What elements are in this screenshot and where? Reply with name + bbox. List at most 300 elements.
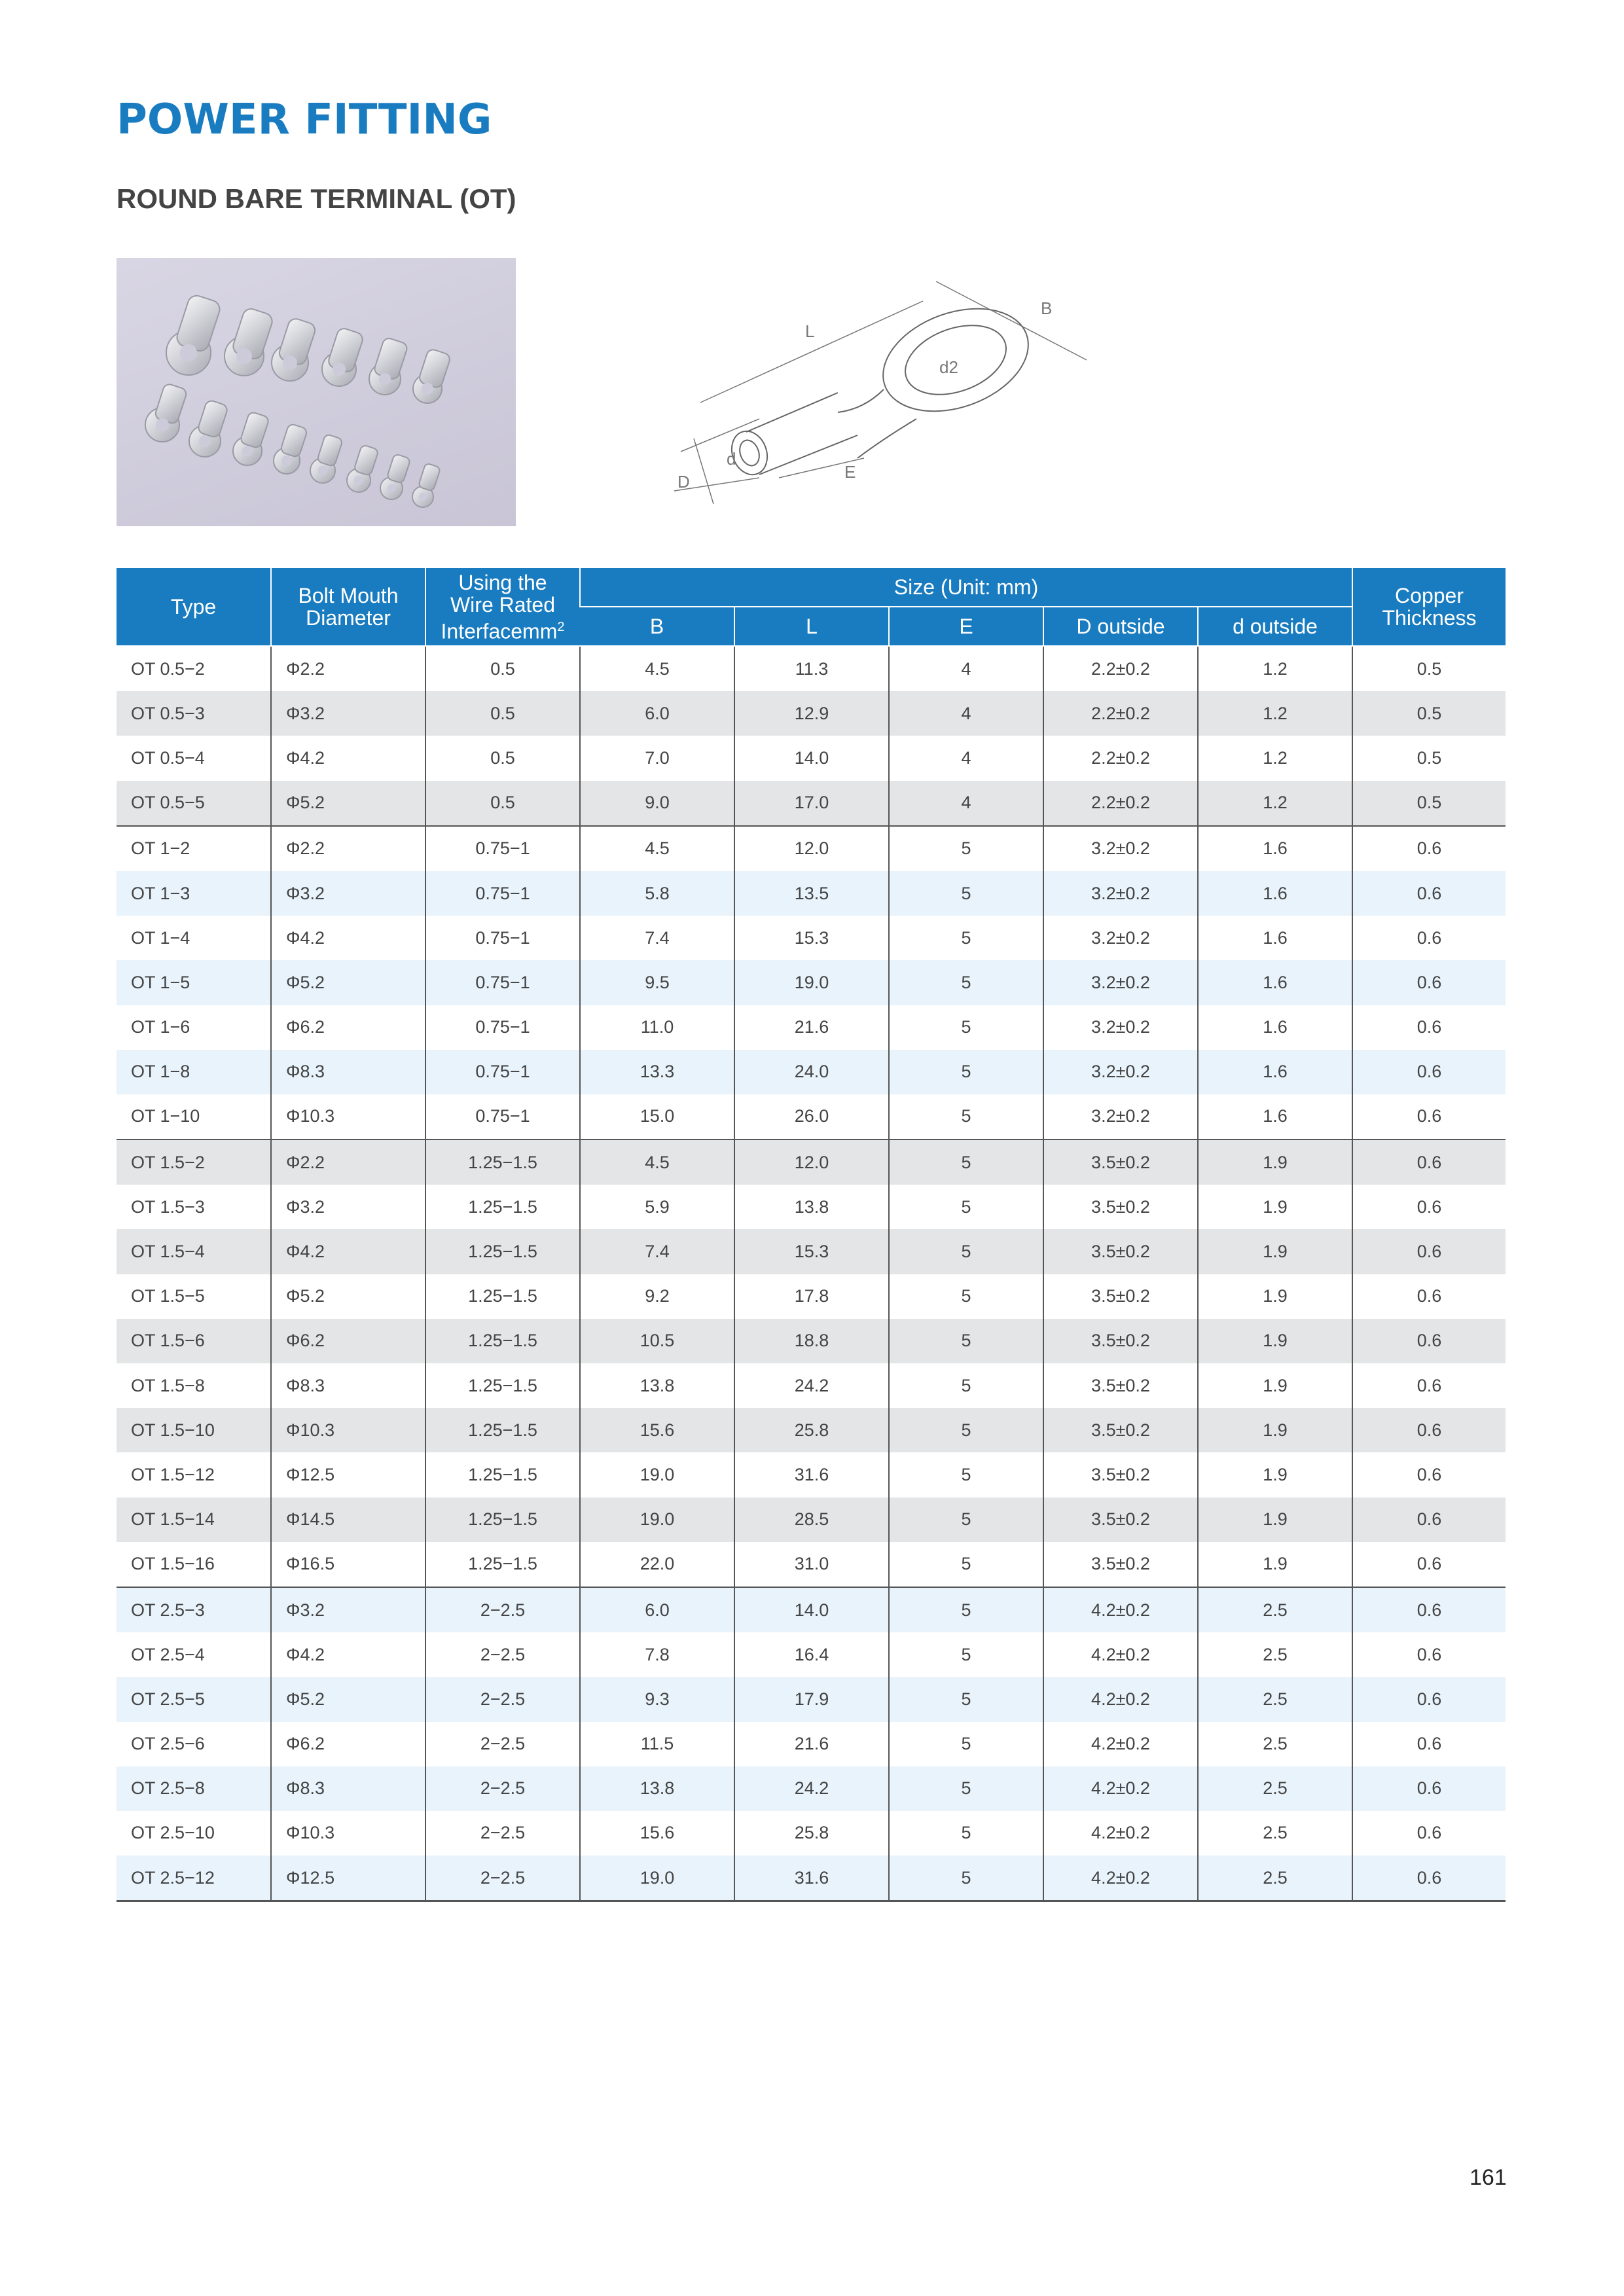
cell-bolt: Φ4.2 — [271, 736, 425, 780]
cell-l: 24.2 — [734, 1363, 889, 1408]
cell-d: 3.2±0.2 — [1043, 1005, 1198, 1050]
cell-d: 1.6 — [1198, 916, 1352, 960]
cell-type: OT 1.5−5 — [131, 1286, 205, 1306]
diagram-label-D: D — [677, 472, 690, 492]
table-row — [117, 736, 1506, 780]
cell-copper: 0.6 — [1352, 826, 1506, 871]
table-row — [117, 691, 1506, 736]
cell-copper: 0.6 — [1352, 1587, 1506, 1632]
header-wire-rated: Using the Wire Rated Interfacemm$^2$ — [425, 568, 580, 646]
cell-wire: 2−2.5 — [425, 1587, 580, 1632]
cell-bolt: Φ4.2 — [271, 1632, 425, 1677]
table-row — [117, 1767, 1506, 1811]
cell-l: 25.8 — [734, 1811, 889, 1856]
cell-d: 1.9 — [1198, 1452, 1352, 1497]
cell-b: 13.8 — [580, 1363, 734, 1408]
cell-l: 17.0 — [734, 781, 889, 826]
cell-copper: 0.6 — [1352, 1722, 1506, 1767]
cell-copper: 0.6 — [1352, 1274, 1506, 1319]
cell-e: 5 — [889, 1005, 1043, 1050]
cell-l: 14.0 — [734, 736, 889, 780]
cell-b: 5.8 — [580, 871, 734, 916]
cell-copper: 0.6 — [1352, 1363, 1506, 1408]
cell-l: 17.8 — [734, 1274, 889, 1319]
cell-e: 5 — [889, 871, 1043, 916]
cell-copper: 0.6 — [1352, 1542, 1506, 1587]
header-type: Type — [117, 568, 271, 646]
cell-b: 13.8 — [580, 1767, 734, 1811]
cell-l: 11.3 — [734, 646, 889, 691]
cell-d: 1.2 — [1198, 691, 1352, 736]
cell-wire: 1.25−1.5 — [425, 1542, 580, 1587]
cell-bolt: Φ2.2 — [271, 826, 425, 871]
table-row — [117, 916, 1506, 960]
table-row — [117, 1587, 1506, 1632]
cell-l: 13.8 — [734, 1185, 889, 1229]
cell-wire: 2−2.5 — [425, 1811, 580, 1856]
cell-type: OT 2.5−12 — [117, 1856, 271, 1901]
table-row — [117, 1811, 1506, 1856]
product-photo — [117, 258, 516, 526]
cell-b: 11.5 — [580, 1722, 734, 1767]
table-row — [117, 1050, 1506, 1094]
cell-b: 7.8 — [580, 1632, 734, 1677]
cell-d: 1.9 — [1198, 1542, 1352, 1587]
cell-d: 1.2 — [1198, 781, 1352, 826]
cell-bolt: Φ3.2 — [271, 691, 425, 736]
header-d-outside: d outside — [1198, 607, 1352, 646]
cell-type: OT 0.5−3 — [117, 691, 271, 736]
table-row — [117, 1498, 1506, 1542]
cell-l: 28.5 — [734, 1498, 889, 1542]
cell-b: 7.4 — [580, 1229, 734, 1274]
table-row — [117, 1542, 1506, 1587]
cell-e: 5 — [889, 1498, 1043, 1542]
page-number: 161 — [1470, 2165, 1507, 2190]
cell-l: 12.0 — [734, 826, 889, 871]
cell-bolt: Φ3.2 — [271, 1185, 425, 1229]
table-row — [117, 1319, 1506, 1363]
cell-wire: 0.5 — [425, 646, 580, 691]
table-row — [117, 1363, 1506, 1408]
cell-b: 7.0 — [580, 736, 734, 780]
cell-bolt: Φ5.2 — [271, 1274, 425, 1319]
cell-bolt: Φ6.2 — [271, 1005, 425, 1050]
cell-bolt: Φ5.2 — [271, 781, 425, 826]
cell-e: 5 — [889, 826, 1043, 871]
cell-d: 1.9 — [1198, 1498, 1352, 1542]
table-row — [117, 871, 1506, 916]
cell-e: 5 — [889, 1274, 1043, 1319]
cell-b: 4.5 — [580, 646, 734, 691]
cell-copper: 0.6 — [1352, 1632, 1506, 1677]
cell-type: OT 2.5−3 — [117, 1587, 271, 1632]
cell-b: 19.0 — [580, 1856, 734, 1901]
cell-wire: 2−2.5 — [425, 1767, 580, 1811]
cell-bolt: Φ5.2 — [271, 960, 425, 1005]
cell-d: 1.9 — [1198, 1185, 1352, 1229]
cell-d: 1.2 — [1198, 736, 1352, 780]
table-row — [117, 1094, 1506, 1139]
dimension-diagram — [648, 262, 1106, 524]
cell-e: 5 — [889, 1632, 1043, 1677]
cell-b: 15.0 — [580, 1094, 734, 1139]
cell-copper: 0.6 — [1352, 1185, 1506, 1229]
cell-type: OT 2.5−4 — [131, 1644, 205, 1664]
cell-copper: 0.5 — [1352, 781, 1506, 826]
cell-e: 5 — [889, 960, 1043, 1005]
cell-l: 15.3 — [734, 1229, 889, 1274]
cell-bolt: Φ8.3 — [271, 1767, 425, 1811]
cell-e: 5 — [889, 1767, 1043, 1811]
cell-bolt: Φ4.2 — [271, 1229, 425, 1274]
cell-wire: 2−2.5 — [425, 1677, 580, 1721]
diagram-label-B: B — [1041, 298, 1053, 318]
cell-d: 1.9 — [1198, 1319, 1352, 1363]
cell-wire: 0.5 — [425, 691, 580, 736]
cell-e: 5 — [889, 1185, 1043, 1229]
cell-b: 19.0 — [580, 1498, 734, 1542]
cell-b: 5.9 — [580, 1185, 734, 1229]
cell-e: 5 — [889, 1811, 1043, 1856]
cell-d: 2.2±0.2 — [1043, 646, 1198, 691]
cell-wire: 1.25−1.5 — [425, 1408, 580, 1452]
cell-bolt: Φ2.2 — [271, 1139, 425, 1185]
cell-d: 2.5 — [1198, 1722, 1352, 1767]
cell-copper: 0.6 — [1352, 916, 1506, 960]
table-row — [117, 1452, 1506, 1497]
cell-d: 3.2±0.2 — [1043, 960, 1198, 1005]
cell-copper: 0.6 — [1352, 1408, 1506, 1452]
cell-b: 15.6 — [580, 1408, 734, 1452]
cell-type: OT 1.5−6 — [117, 1319, 271, 1363]
cell-copper: 0.6 — [1352, 1767, 1506, 1811]
table-row — [117, 1677, 1506, 1721]
cell-bolt: Φ2.2 — [271, 646, 425, 691]
table-row — [117, 646, 1506, 691]
cell-type: OT 1.5−14 — [117, 1498, 271, 1542]
cell-l: 24.0 — [734, 1050, 889, 1094]
cell-copper: 0.6 — [1352, 1319, 1506, 1363]
cell-wire: 0.75−1 — [425, 1094, 580, 1139]
cell-wire: 2−2.5 — [425, 1722, 580, 1767]
cell-bolt: Φ5.2 — [271, 1677, 425, 1721]
cell-b: 7.4 — [580, 916, 734, 960]
cell-bolt: Φ6.2 — [271, 1319, 425, 1363]
table-row — [117, 1722, 1506, 1767]
cell-type: OT 0.5−4 — [131, 747, 205, 768]
cell-type: OT 1.5−8 — [131, 1375, 205, 1395]
cell-wire: 1.25−1.5 — [425, 1185, 580, 1229]
cell-d: 1.6 — [1198, 1005, 1352, 1050]
cell-wire: 2−2.5 — [425, 1632, 580, 1677]
cell-d: 3.5±0.2 — [1043, 1274, 1198, 1319]
cell-b: 9.3 — [580, 1677, 734, 1721]
cell-d: 4.2±0.2 — [1043, 1677, 1198, 1721]
cell-copper: 0.6 — [1352, 1139, 1506, 1185]
cell-wire: 0.75−1 — [425, 871, 580, 916]
cell-type: OT 2.5−8 — [117, 1767, 271, 1811]
cell-l: 24.2 — [734, 1767, 889, 1811]
cell-l: 21.6 — [734, 1005, 889, 1050]
cell-wire: 0.75−1 — [425, 826, 580, 871]
cell-type: OT 0.5−5 — [117, 781, 271, 826]
cell-d: 1.6 — [1198, 1094, 1352, 1139]
cell-bolt: Φ10.3 — [271, 1811, 425, 1856]
header-B: B — [580, 607, 734, 646]
cell-wire: 2−2.5 — [425, 1856, 580, 1901]
cell-type: OT 1−10 — [131, 1106, 200, 1126]
cell-wire: 1.25−1.5 — [425, 1452, 580, 1497]
cell-b: 9.5 — [580, 960, 734, 1005]
cell-d: 1.6 — [1198, 1050, 1352, 1094]
cell-copper: 0.6 — [1352, 1094, 1506, 1139]
cell-l: 15.3 — [734, 916, 889, 960]
cell-bolt: Φ8.3 — [271, 1363, 425, 1408]
cell-e: 5 — [889, 1722, 1043, 1767]
terminals-illustration — [117, 258, 516, 526]
cell-d: 1.2 — [1198, 646, 1352, 691]
cell-type: OT 1−4 — [131, 927, 190, 948]
table-row — [117, 781, 1506, 826]
cell-l: 21.6 — [734, 1722, 889, 1767]
cell-e: 5 — [889, 916, 1043, 960]
header-L: L — [734, 607, 889, 646]
cell-copper: 0.6 — [1352, 1005, 1506, 1050]
cell-d: 3.5±0.2 — [1043, 1363, 1198, 1408]
cell-d: 3.2±0.2 — [1043, 1050, 1198, 1094]
cell-b: 9.2 — [580, 1274, 734, 1319]
cell-d: 3.5±0.2 — [1043, 1498, 1198, 1542]
header-size-group: Size (Unit: mm) — [580, 568, 1352, 607]
cell-e: 4 — [889, 781, 1043, 826]
cell-bolt: Φ10.3 — [271, 1408, 425, 1452]
cell-b: 15.6 — [580, 1811, 734, 1856]
table-row — [117, 1139, 1506, 1185]
header-bolt-diameter: Bolt Mouth Diameter — [271, 568, 425, 646]
cell-wire: 0.75−1 — [425, 960, 580, 1005]
spec-table-body — [117, 646, 1506, 1901]
cell-b: 11.0 — [580, 1005, 734, 1050]
cell-e: 5 — [889, 1856, 1043, 1901]
cell-d: 2.2±0.2 — [1043, 736, 1198, 780]
cell-e: 5 — [889, 1094, 1043, 1139]
cell-d: 3.5±0.2 — [1043, 1185, 1198, 1229]
cell-l: 13.5 — [734, 871, 889, 916]
table-row — [117, 1005, 1506, 1050]
cell-e: 5 — [889, 1139, 1043, 1185]
cell-b: 6.0 — [580, 691, 734, 736]
page-subtitle: ROUND BARE TERMINAL (OT) — [117, 183, 516, 214]
cell-d: 4.2±0.2 — [1043, 1587, 1198, 1632]
cell-d: 3.5±0.2 — [1043, 1408, 1198, 1452]
cell-copper: 0.6 — [1352, 1452, 1506, 1497]
table-row — [117, 1229, 1506, 1274]
cell-copper: 0.6 — [1352, 1050, 1506, 1094]
table-row — [117, 1274, 1506, 1319]
cell-type: OT 0.5−2 — [131, 658, 205, 679]
cell-e: 5 — [889, 1542, 1043, 1587]
cell-type: OT 1.5−3 — [131, 1196, 205, 1217]
cell-type: OT 1.5−10 — [117, 1408, 271, 1452]
cell-copper: 0.5 — [1352, 736, 1506, 780]
cell-d: 1.9 — [1198, 1408, 1352, 1452]
cell-d: 3.5±0.2 — [1043, 1452, 1198, 1497]
cell-l: 19.0 — [734, 960, 889, 1005]
cell-copper: 0.6 — [1352, 960, 1506, 1005]
header-D-outside: D outside — [1043, 607, 1198, 646]
cell-e: 5 — [889, 1408, 1043, 1452]
cell-wire: 0.5 — [425, 736, 580, 780]
cell-bolt: Φ12.5 — [271, 1452, 425, 1497]
cell-wire: 0.75−1 — [425, 1050, 580, 1094]
cell-wire: 1.25−1.5 — [425, 1229, 580, 1274]
cell-l: 31.0 — [734, 1542, 889, 1587]
cell-type: OT 1.5−4 — [117, 1229, 271, 1274]
cell-type: OT 1−2 — [117, 826, 271, 871]
cell-wire: 0.5 — [425, 781, 580, 826]
cell-l: 12.9 — [734, 691, 889, 736]
cell-bolt: Φ6.2 — [271, 1722, 425, 1767]
cell-bolt: Φ4.2 — [271, 916, 425, 960]
cell-d: 3.5±0.2 — [1043, 1229, 1198, 1274]
diagram-label-L: L — [805, 321, 815, 341]
cell-type: OT 2.5−6 — [131, 1734, 205, 1754]
cell-d: 4.2±0.2 — [1043, 1632, 1198, 1677]
cell-d: 1.6 — [1198, 826, 1352, 871]
cell-b: 10.5 — [580, 1319, 734, 1363]
cell-l: 12.0 — [734, 1139, 889, 1185]
cell-type: OT 1.5−16 — [131, 1554, 215, 1574]
cell-l: 26.0 — [734, 1094, 889, 1139]
cell-d: 4.2±0.2 — [1043, 1767, 1198, 1811]
table-row — [117, 826, 1506, 871]
cell-e: 5 — [889, 1677, 1043, 1721]
cell-wire: 0.75−1 — [425, 1005, 580, 1050]
cell-d: 2.5 — [1198, 1677, 1352, 1721]
cell-copper: 0.6 — [1352, 1856, 1506, 1901]
cell-l: 17.9 — [734, 1677, 889, 1721]
cell-e: 5 — [889, 1587, 1043, 1632]
table-row — [117, 1856, 1506, 1901]
cell-b: 9.0 — [580, 781, 734, 826]
header-copper-thickness: Copper Thickness — [1352, 568, 1506, 646]
header-E: E — [889, 607, 1043, 646]
diagram-label-d2: d2 — [939, 357, 958, 377]
cell-type: OT 1−6 — [131, 1017, 190, 1037]
cell-l: 31.6 — [734, 1856, 889, 1901]
cell-l: 31.6 — [734, 1452, 889, 1497]
cell-type: OT 2.5−10 — [131, 1823, 215, 1843]
diagram-label-E: E — [844, 462, 856, 482]
cell-copper: 0.5 — [1352, 691, 1506, 736]
cell-b: 4.5 — [580, 826, 734, 871]
cell-d: 3.5±0.2 — [1043, 1139, 1198, 1185]
cell-d: 2.5 — [1198, 1767, 1352, 1811]
table-row — [117, 1408, 1506, 1452]
cell-e: 5 — [889, 1363, 1043, 1408]
cell-d: 3.2±0.2 — [1043, 916, 1198, 960]
cell-e: 5 — [889, 1229, 1043, 1274]
cell-b: 13.3 — [580, 1050, 734, 1094]
table-row — [117, 960, 1506, 1005]
cell-e: 4 — [889, 646, 1043, 691]
table-row — [117, 1632, 1506, 1677]
cell-bolt: Φ10.3 — [271, 1094, 425, 1139]
cell-d: 2.2±0.2 — [1043, 781, 1198, 826]
cell-l: 18.8 — [734, 1319, 889, 1363]
cell-e: 4 — [889, 736, 1043, 780]
cell-b: 19.0 — [580, 1452, 734, 1497]
cell-d: 1.9 — [1198, 1363, 1352, 1408]
cell-wire: 0.75−1 — [425, 916, 580, 960]
cell-copper: 0.6 — [1352, 1811, 1506, 1856]
cell-copper: 0.6 — [1352, 1677, 1506, 1721]
cell-wire: 1.25−1.5 — [425, 1498, 580, 1542]
cell-d: 3.5±0.2 — [1043, 1542, 1198, 1587]
table-row — [117, 1185, 1506, 1229]
cell-bolt: Φ16.5 — [271, 1542, 425, 1587]
cell-b: 4.5 — [580, 1139, 734, 1185]
cell-wire: 1.25−1.5 — [425, 1274, 580, 1319]
cell-type: OT 1.5−2 — [117, 1139, 271, 1185]
cell-d: 3.2±0.2 — [1043, 1094, 1198, 1139]
cell-l: 25.8 — [734, 1408, 889, 1452]
cell-d: 4.2±0.2 — [1043, 1722, 1198, 1767]
cell-wire: 1.25−1.5 — [425, 1363, 580, 1408]
cell-d: 2.5 — [1198, 1587, 1352, 1632]
cell-type: OT 1−5 — [117, 960, 271, 1005]
diagram-label-d: d — [727, 449, 736, 469]
cell-d: 1.9 — [1198, 1139, 1352, 1185]
cell-type: OT 1.5−12 — [131, 1464, 215, 1484]
cell-d: 2.5 — [1198, 1811, 1352, 1856]
cell-bolt: Φ3.2 — [271, 871, 425, 916]
cell-e: 4 — [889, 691, 1043, 736]
cell-bolt: Φ3.2 — [271, 1587, 425, 1632]
cell-e: 5 — [889, 1319, 1043, 1363]
spec-table — [117, 568, 1506, 1902]
cell-bolt: Φ8.3 — [271, 1050, 425, 1094]
cell-copper: 0.6 — [1352, 871, 1506, 916]
cell-l: 14.0 — [734, 1587, 889, 1632]
cell-d: 2.5 — [1198, 1856, 1352, 1901]
cell-d: 1.6 — [1198, 960, 1352, 1005]
cell-copper: 0.6 — [1352, 1498, 1506, 1542]
cell-d: 2.5 — [1198, 1632, 1352, 1677]
cell-bolt: Φ12.5 — [271, 1856, 425, 1901]
cell-d: 4.2±0.2 — [1043, 1856, 1198, 1901]
cell-copper: 0.5 — [1352, 646, 1506, 691]
cell-d: 3.5±0.2 — [1043, 1319, 1198, 1363]
cell-d: 2.2±0.2 — [1043, 691, 1198, 736]
cell-d: 4.2±0.2 — [1043, 1811, 1198, 1856]
cell-type: OT 1−3 — [117, 871, 271, 916]
cell-b: 6.0 — [580, 1587, 734, 1632]
page-title: POWER FITTING — [117, 96, 492, 144]
cell-type: OT 2.5−5 — [117, 1677, 271, 1721]
cell-d: 1.9 — [1198, 1229, 1352, 1274]
cell-type: OT 1−8 — [117, 1050, 271, 1094]
cell-d: 3.2±0.2 — [1043, 871, 1198, 916]
cell-d: 3.2±0.2 — [1043, 826, 1198, 871]
cell-d: 1.9 — [1198, 1274, 1352, 1319]
cell-l: 16.4 — [734, 1632, 889, 1677]
cell-copper: 0.6 — [1352, 1229, 1506, 1274]
cell-wire: 1.25−1.5 — [425, 1319, 580, 1363]
cell-wire: 1.25−1.5 — [425, 1139, 580, 1185]
cell-e: 5 — [889, 1050, 1043, 1094]
